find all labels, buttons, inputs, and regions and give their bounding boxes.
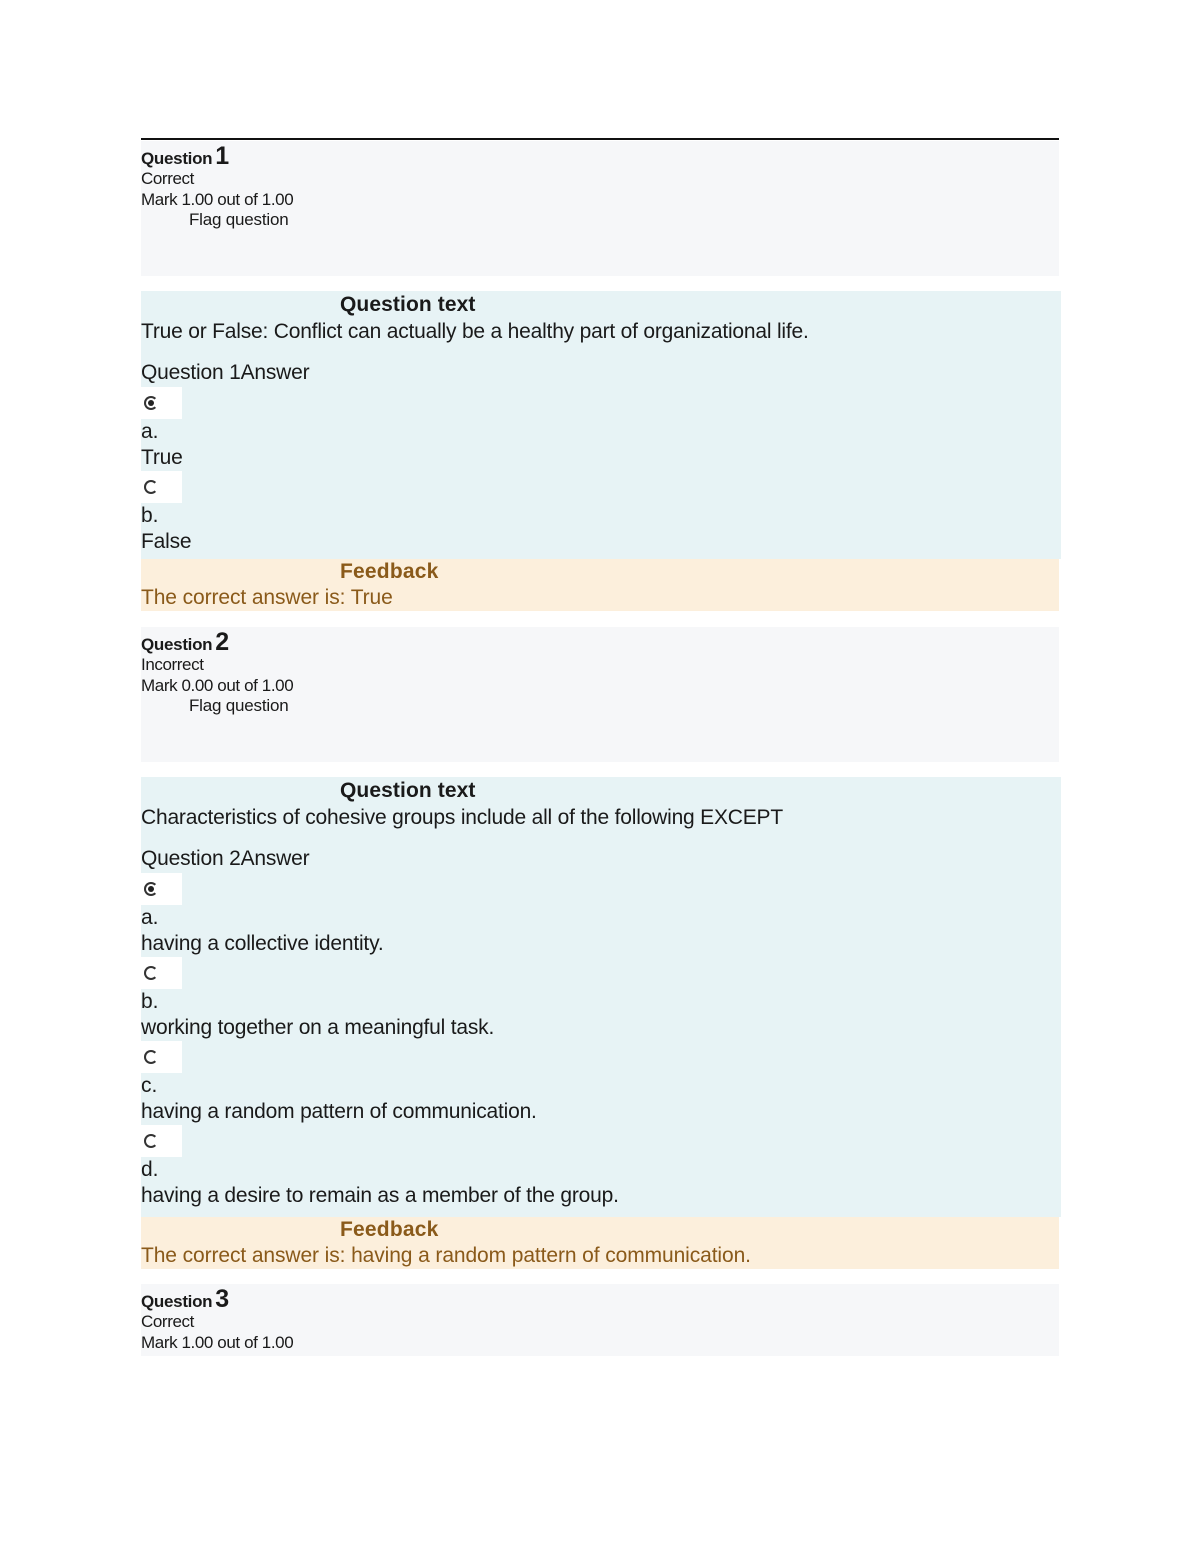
question-2-info [141,627,1059,762]
question-state: Incorrect [141,655,204,674]
question-number: Question 1 [141,142,229,170]
question-text: Characteristics of cohesive groups include all of the following EXCEPT [141,806,783,829]
answer-label: Question 1Answer [141,361,310,384]
question-text-heading: Question text [340,779,476,802]
radio-checked-icon[interactable] [144,396,158,410]
option-letter: a. [141,906,159,929]
question-grade: Mark 0.00 out of 1.00 [141,676,294,695]
option-letter: b. [141,504,159,527]
question-state: Correct [141,169,194,188]
option-text: having a random pattern of communication. [141,1100,537,1123]
answer-option[interactable] [141,471,1061,555]
question-grade: Mark 1.00 out of 1.00 [141,1333,294,1352]
option-letter: a. [141,420,159,443]
question-3-info [141,1284,1059,1356]
radio-checked-icon[interactable] [144,882,158,896]
feedback-text: The correct answer is: True [141,586,393,609]
question-state: Correct [141,1312,194,1331]
question-number: Question 2 [141,628,229,656]
question-2-content [141,777,1061,1217]
radio-unchecked-icon[interactable] [144,1134,158,1148]
radio-unchecked-icon[interactable] [144,480,158,494]
answer-option[interactable] [141,873,1061,957]
answer-option[interactable] [141,1041,1061,1125]
top-rule [141,138,1059,140]
option-text: True [141,446,183,469]
question-2-feedback [141,1217,1059,1269]
radio-unchecked-icon[interactable] [144,1050,158,1064]
option-letter: c. [141,1074,158,1097]
option-text: False [141,530,192,553]
feedback-heading: Feedback [340,560,439,583]
answer-label: Question 2Answer [141,847,310,870]
question-1-info [141,141,1059,276]
question-text: True or False: Conflict can actually be a healthy part of organizational life. [141,320,809,343]
flag-question-link[interactable]: Flag question [189,210,289,229]
question-1-content [141,291,1061,559]
feedback-text: The correct answer is: having a random pattern of communication. [141,1244,751,1267]
question-grade: Mark 1.00 out of 1.00 [141,190,294,209]
question-1-feedback [141,559,1059,611]
option-letter: d. [141,1158,159,1181]
radio-unchecked-icon[interactable] [144,966,158,980]
answer-option[interactable] [141,957,1061,1041]
option-text: having a collective identity. [141,932,384,955]
answer-option[interactable] [141,1125,1061,1209]
option-letter: b. [141,990,159,1013]
feedback-heading: Feedback [340,1218,439,1241]
answer-option[interactable] [141,387,1061,471]
option-text: having a desire to remain as a member of the group. [141,1184,619,1207]
option-text: working together on a meaningful task. [141,1016,495,1039]
question-number: Question 3 [141,1285,229,1313]
flag-question-link[interactable]: Flag question [189,696,289,715]
question-text-heading: Question text [340,293,476,316]
